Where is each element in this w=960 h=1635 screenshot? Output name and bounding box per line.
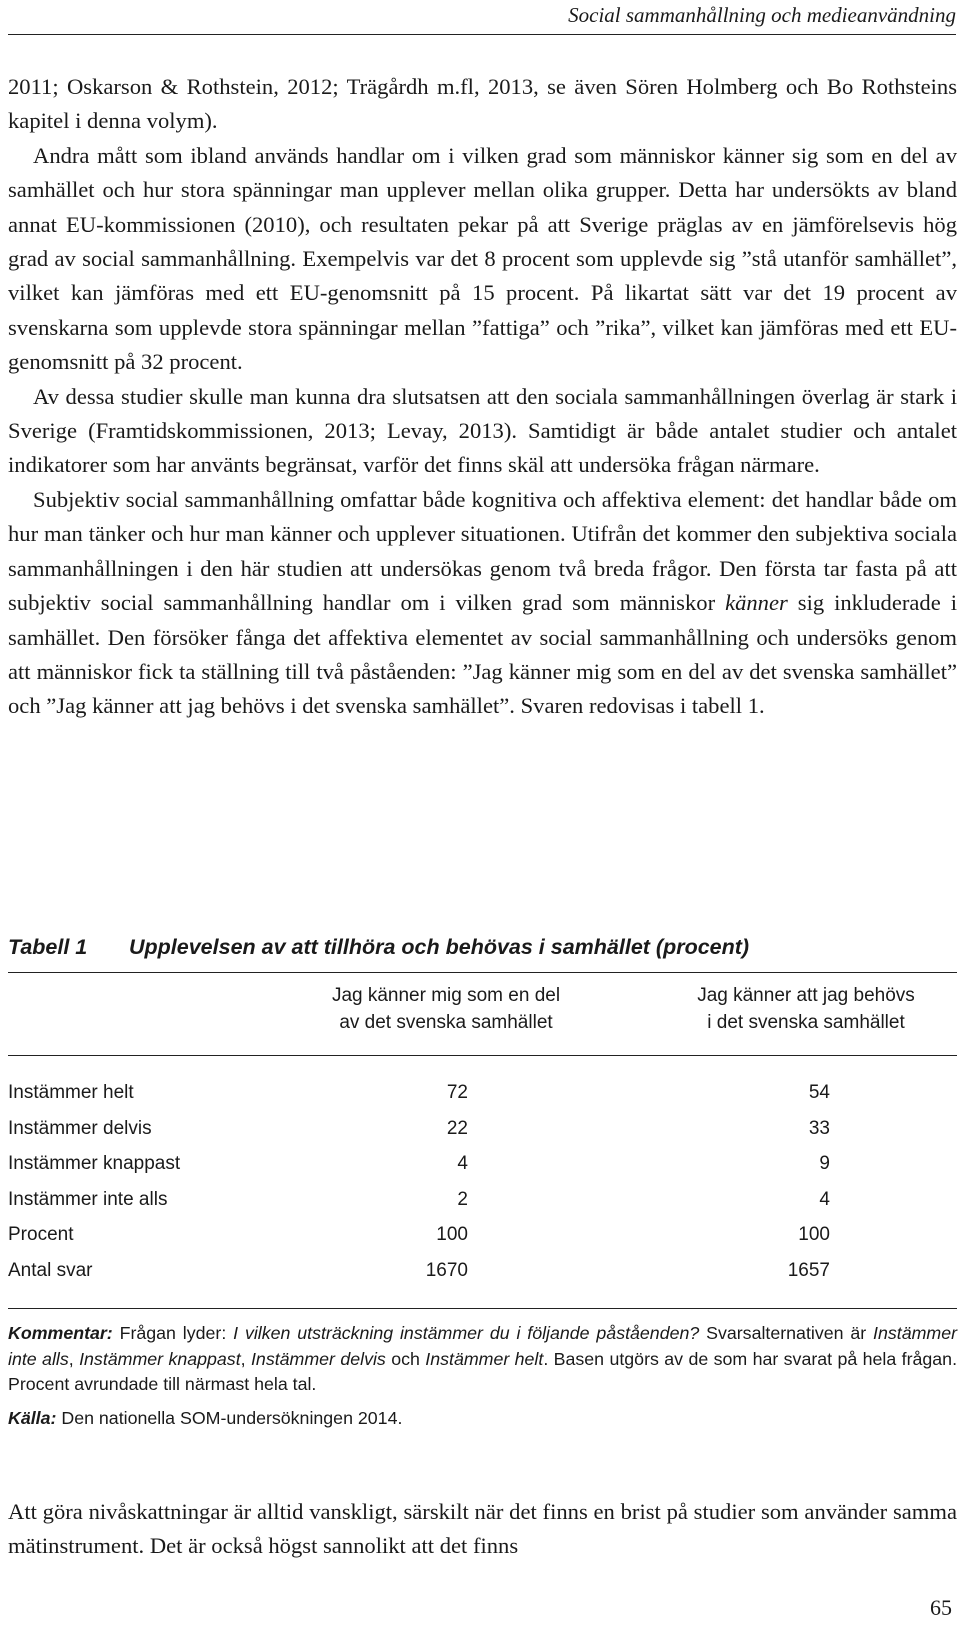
row-label: Instämmer helt [8, 1082, 134, 1103]
note-separator: och [385, 1348, 426, 1369]
table-row [8, 1256, 957, 1292]
table-note [8, 1321, 957, 1398]
column-header-1-line-1: Jag känner mig som en del [331, 985, 561, 1006]
table-row [8, 1185, 957, 1221]
column-header-2-line-1: Jag känner att jag behövs [697, 985, 915, 1006]
row-label: Instämmer inte alls [8, 1188, 168, 1210]
table-caption [8, 932, 957, 972]
table-title: Upplevelsen av att tillhöra och behövas i samhället (procent) [129, 935, 750, 959]
row-label: Procent [8, 1224, 74, 1245]
note-separator: , [68, 1348, 80, 1369]
paragraph-5: Att göra nivåskattningar är alltid vanskligt, särskilt när det finns en brist på studier som använder samma mätinstrument. Det är också högst sannolikt att det finns [8, 1499, 957, 1559]
note-option: Instämmer delvis [250, 1348, 386, 1369]
note-text: Frågan lyder: [112, 1323, 234, 1343]
note-text: Svarsalternativen är [699, 1323, 874, 1343]
note-label: Kommentar: [8, 1323, 113, 1343]
running-head [8, 0, 956, 35]
body-text-bottom [8, 1495, 957, 1564]
note-text: . Basen utgörs av de som har svarat på hela frågan. Procent avrundade till närmast hela tal. [8, 1348, 958, 1394]
column-header-2 [656, 982, 956, 1036]
table-bottom-rule [8, 1308, 957, 1309]
note-option: Instämmer knappast [79, 1348, 241, 1369]
row-value-col-1: 4 [457, 1153, 468, 1174]
table-column-headers [8, 973, 957, 1055]
table-row [8, 1114, 957, 1150]
table-row [8, 1078, 957, 1114]
row-value-col-1: 72 [446, 1082, 468, 1103]
paragraph-4-emphasis: känner [725, 590, 788, 616]
row-value-col-2: 1657 [787, 1259, 830, 1281]
table-header-rule [8, 1055, 957, 1056]
row-value-col-1: 22 [446, 1117, 468, 1139]
paragraph-3: Av dessa studier skulle man kunna dra slutsatsen att den sociala sammanhållningen överlag är stark i Sverige (Framtidskommissionen, 2013; Levay, 2013). Samtidigt är både antalet studier och antalet indikatorer som har använts begränsat, varför det finns skäl att undersöka frågan närmare. [8, 383, 957, 478]
source-label: Källa: [8, 1407, 57, 1428]
paragraph-4-part-b: sig inkluderade i samhället. Den försöker fånga det affektiva elementet av social sammanhållning och undersöks genom att människor fick ta ställning till två påståenden: ”Jag känner mig som en del av det svenska samhället” och ”Jag känner att jag behövs i det svenska samhället”. Svaren redovisas i tabell 1. [8, 590, 957, 719]
row-value-col-1: 1670 [425, 1259, 468, 1281]
table-1 [8, 932, 957, 1431]
paragraph-4-part-a: Subjektiv social sammanhållning omfattar både kognitiva och affektiva element: det handlar både om hur man tänker och hur man känner och upplever situationen. Utifrån det kommer den subjektiva sociala sammanhållningen i den här studien att undersökas genom två breda frågor. Den första tar fasta på att subjektiv social sammanhållning handlar om i vilken grad som människor [8, 486, 957, 616]
paragraph-2: Andra mått som ibland används handlar om i vilken grad som människor känner sig som en del av samhället och hur stora spänningar man upplever mellan olika grupper. Detta har undersökts av bland annat EU-kommissionen (2010), och resultaten pekar på att Sverige präglas av en jämförelsevis hög grad av social sammanhållning. Exempelvis var det 8 procent som upplevde sig ”stå utanför samhället”, vilket kan jämföras med ett EU-genomsnitt på 15 procent. På likartat sätt var det 19 procent av svenskarna som upplevde stora spänningar mellan ”fattiga” och ”rika”, vilket kan jämföras med ett EU-genomsnitt på 32 procent. [8, 142, 957, 375]
row-label: Instämmer knappast [8, 1153, 181, 1174]
table-body [8, 1078, 957, 1291]
body-text-top [8, 70, 957, 724]
row-value-col-2: 9 [819, 1153, 830, 1174]
row-value-col-1: 100 [436, 1224, 468, 1245]
row-value-col-2: 4 [819, 1188, 830, 1210]
paragraph-4 [8, 483, 957, 724]
running-title: Social sammanhållning och medieanvändning [568, 3, 956, 27]
note-question: I vilken utsträckning instämmer du i följande påståenden? [233, 1323, 700, 1343]
row-label: Antal svar [8, 1259, 93, 1281]
row-value-col-2: 33 [808, 1117, 830, 1139]
paragraph-1: 2011; Oskarson & Rothstein, 2012; Trägårdh m.fl, 2013, se även Sören Holmberg och Bo Rothsteins kapitel i denna volym). [8, 74, 957, 134]
row-value-col-2: 100 [798, 1224, 830, 1245]
row-label: Instämmer delvis [8, 1117, 152, 1139]
column-header-2-line-2: i det svenska samhället [707, 1012, 905, 1033]
row-value-col-1: 2 [457, 1188, 468, 1210]
table-row [8, 1220, 957, 1256]
page-number: 65 [930, 1595, 952, 1620]
note-separator: , [240, 1348, 251, 1369]
row-value-col-2: 54 [808, 1082, 830, 1103]
table-source [8, 1406, 957, 1431]
source-text: Den nationella SOM-undersökningen 2014. [56, 1407, 403, 1428]
note-option: Instämmer helt [425, 1348, 544, 1369]
note-option: Instämmer inte alls [8, 1323, 958, 1369]
table-label: Tabell 1 [8, 935, 88, 959]
column-header-1-line-2: av det svenska samhället [339, 1012, 553, 1033]
table-row [8, 1149, 957, 1185]
table-note-text [8, 1321, 957, 1398]
column-header-1 [296, 982, 596, 1036]
